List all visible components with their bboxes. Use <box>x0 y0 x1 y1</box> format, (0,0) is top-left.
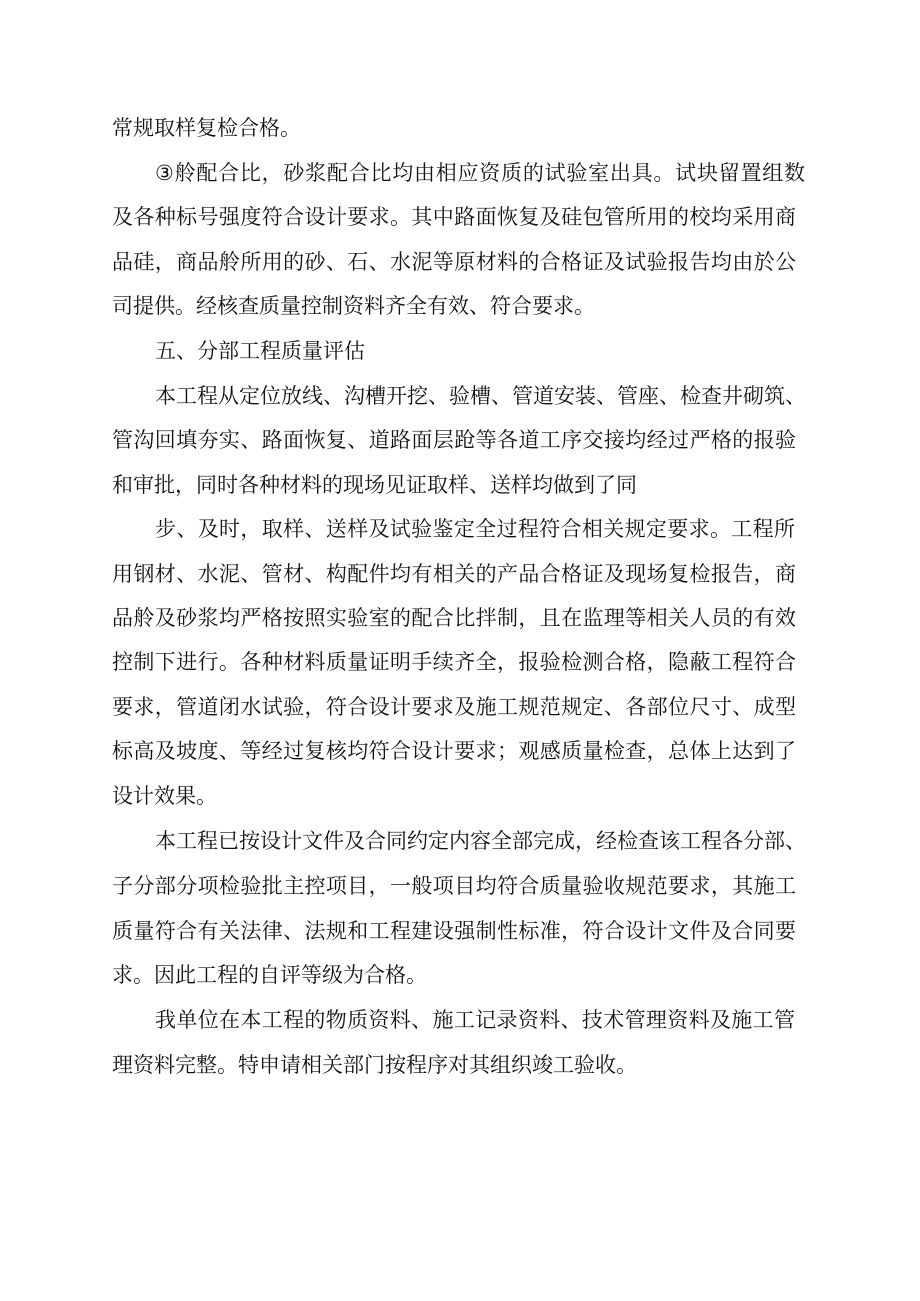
paragraph-line: 我单位在本工程的物质资料、施工记录资料、技术管理资料及施工管 <box>155 1008 795 1032</box>
paragraph-line: 常规取样复检合格。 <box>112 116 301 140</box>
paragraph-line: 步、及时，取样、送样及试验鉴定全过程符合相关规定要求。工程所 <box>155 517 795 541</box>
paragraph-line: 及各种标号强度符合设计要求。其中路面恢复及硅包管所用的校均采用商 <box>112 205 796 229</box>
paragraph-line: 管沟回填夯实、路面恢复、道路面层跄等各道工序交接均经过严格的报验 <box>112 428 796 452</box>
paragraph-line: 理资料完整。特申请相关部门按程序对其组织竣工验收。 <box>112 1053 637 1077</box>
paragraph-line: 标高及坡度、等经过复核均符合设计要求；观感质量检查，总体上达到了 <box>112 739 796 763</box>
paragraph-line: 用钢材、水泥、管材、构配件均有相关的产品合格证及现场复检报告，商 <box>112 562 796 586</box>
paragraph-line: 求。因此工程的自评等级为合格。 <box>112 963 427 987</box>
paragraph-line: 要求，管道闭水试验，符合设计要求及施工规范规定、各部位尺寸、成型 <box>112 695 796 719</box>
paragraph-line: ③舲配合比，砂浆配合比均由相应资质的试验室出具。试块留置组数 <box>155 161 805 185</box>
section-heading: 五、分部工程质量评估 <box>155 339 365 363</box>
paragraph-line: 控制下进行。各种材料质量证明手续齐全，报验检测合格，隐蔽工程符合 <box>112 650 796 674</box>
paragraph-line: 子分部分项检验批主控项目，一般项目均符合质量验收规范要求，其施工 <box>112 874 796 898</box>
paragraph-line: 本工程已按设计文件及合同约定内容全部完成，经检查该工程各分部、 <box>155 829 806 853</box>
paragraph-line: 设计效果。 <box>112 784 217 808</box>
paragraph-line: 司提供。经核查质量控制资料齐全有效、符合要求。 <box>112 294 595 318</box>
paragraph-line: 本工程从定位放线、沟槽开挖、验槽、管道安装、管座、检查井砌筑、 <box>155 384 806 408</box>
paragraph-line: 质量符合有关法律、法规和工程建设强制性标准，符合设计文件及合同要 <box>112 919 796 943</box>
paragraph-line: 和审批，同时各种材料的现场见证取样、送样均做到了同 <box>112 473 637 497</box>
paragraph-line: 品舲及砂浆均严格按照实验室的配合比拌制，且在监理等相关人员的有效 <box>112 606 796 630</box>
paragraph-line: 品硅，商品舲所用的砂、石、水泥等原材料的合格证及试验报告均由於公 <box>112 250 796 274</box>
